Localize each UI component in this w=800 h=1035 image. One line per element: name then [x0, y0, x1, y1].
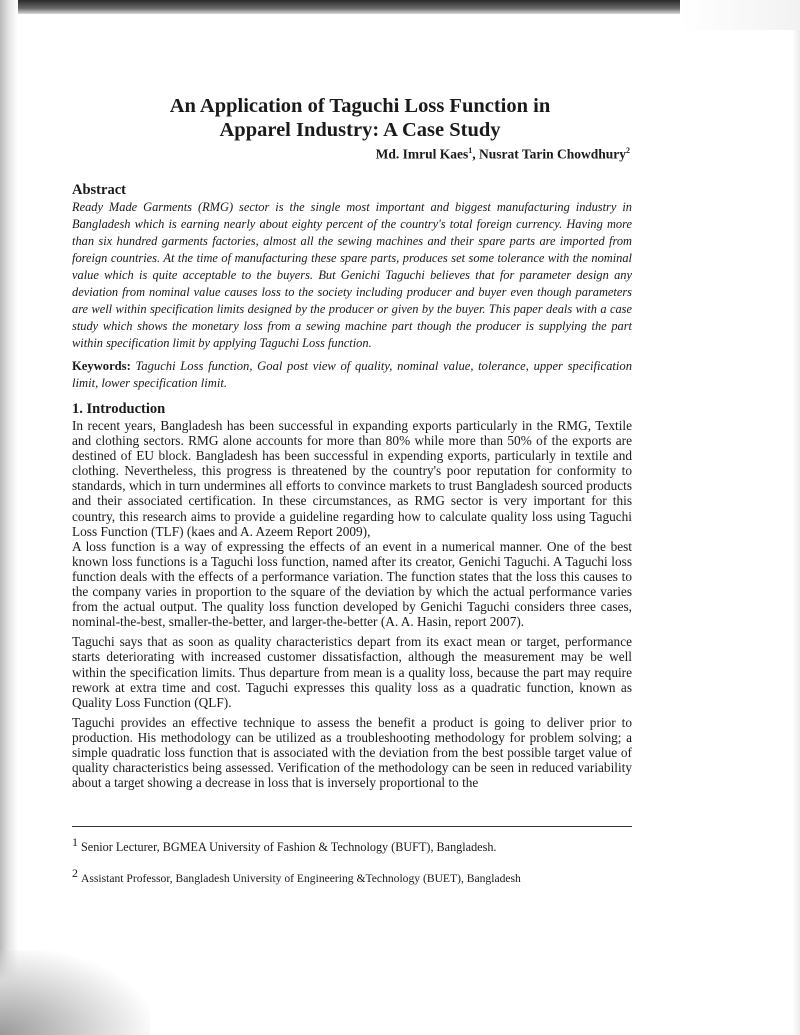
scan-shadow-corner: [680, 0, 800, 30]
footnote-divider: [72, 826, 632, 827]
introduction-paragraph: Taguchi provides an effective technique to assess the benefit a product is going to deliver prior to production. His methodology can be utilized as a troubleshooting methodology for problem solving; a simple quadratic loss function that is associated with the deviation from the best possible target value of quality characteristics being assessed. Verification of the methodology can be seen in reduced variability about a target showing a decrease in loss that is inversely proportional to the: [72, 714, 632, 791]
author-name: Md. Imrul Kaes: [375, 146, 469, 162]
footnote-text: Senior Lecturer, BGMEA University of Fashion & Technology (BUFT), Bangladesh.: [81, 840, 497, 854]
author-name: Nusrat Tarin Chowdhury: [478, 146, 626, 162]
author-footnote-mark: 1: [468, 146, 473, 155]
scan-shadow-bottom-left: [0, 950, 150, 1035]
introduction-paragraph: In recent years, Bangladesh has been successful in expanding exports particularly in the RMG, Textile and clothing sectors. RMG alone accounts for more than 80% while more than 50% of the exports are destined of EU block. Bangladesh has been successful in expending exports, particularly in textile and clothing. Nevertheless, this progress is threatened by the country's poor reputation for conformity to standards, which in turn undermines all efforts to convince markets to trust Bangladesh sourced products and their associated certification. In these circumstances, as RMG sector is very important for this country, this research aims to provide a guideline regarding how to calculate quality loss using Taguchi Loss Function (TLF) (kaes and A. Azeem Report 2009),: [72, 418, 632, 539]
scan-shadow-left: [0, 0, 18, 1035]
paper-title: [120, 94, 600, 142]
paper-title-line-2: Apparel Industry: A Case Study: [219, 119, 501, 141]
main-content: [72, 181, 632, 790]
footnote-text: Assistant Professor, Bangladesh University of Engineering &Technology (BUET), Bangladesh: [81, 872, 521, 885]
introduction-heading: 1. Introduction: [72, 401, 166, 417]
author-line: [376, 146, 630, 163]
scan-shadow-top: [0, 0, 690, 14]
footnotes: [72, 834, 672, 897]
footnote: [72, 865, 672, 887]
footnote-mark: 1: [72, 835, 78, 849]
abstract-text: Ready Made Garments (RMG) sector is the single most important and biggest manufacturing industry in Bangladesh which is earning nearly about eighty percent of the country's total foreign currency. Having more than six hundred garments factories, almost all the sewing machines and their spare parts are imported from foreign countries. At the time of manufacturing these spare parts, produces set some tolerance with the nominal value which is quite acceptable to the buyers. But Genichi Taguchi believes that for parameter design any deviation from nominal value causes loss to the society including producer and buyer even though parameters are well within specification limits designed by the producer or given by the buyer. This paper deals with a case study which shows the monetary loss from a sewing machine part though the producer is supplying the part within specification limit by applying Taguchi Loss function.: [72, 200, 632, 350]
abstract-heading: Abstract: [72, 182, 126, 198]
introduction-paragraph: A loss function is a way of expressing the effects of an event in a numerical manner. One of the best known loss functions is a Taguchi loss function, named after its creator, Genichi Taguchi. A Taguchi loss function deals with the effects of a performance variation. The function states that the loss this causes to the company varies in proportion to the square of the deviation by which the actual performance varies from the actual output. The quality loss function developed by Genichi Taguchi considers three cases, nominal-the-best, smaller-the-better, and larger-the-better (A. A. Hasin, report 2007).: [72, 538, 632, 630]
author-footnote-mark: 2: [626, 146, 630, 155]
introduction-paragraph: Taguchi says that as soon as quality characteristics depart from its exact mean or target, performance starts deteriorating with increased customer dissatisfaction, although the measurement may be well within the specification limits. Thus departure from mean is a quality loss, because the part may require rework at extra time and cost. Taguchi expresses this quality loss as a quadratic function, known as Quality Loss Function (QLF).: [72, 634, 632, 710]
author-separator: ,: [472, 146, 479, 162]
keywords-text: Taguchi Loss function, Goal post view of quality, nominal value, tolerance, upper specification limit, lower specification limit.: [72, 359, 633, 390]
keywords-label: Keywords:: [72, 359, 131, 373]
paper-title-line-1: An Application of Taguchi Loss Function in: [169, 95, 551, 117]
footnote-mark: 2: [72, 866, 78, 880]
keywords: [72, 358, 632, 392]
scan-shadow-right: [792, 30, 800, 1035]
footnote: [72, 834, 672, 855]
